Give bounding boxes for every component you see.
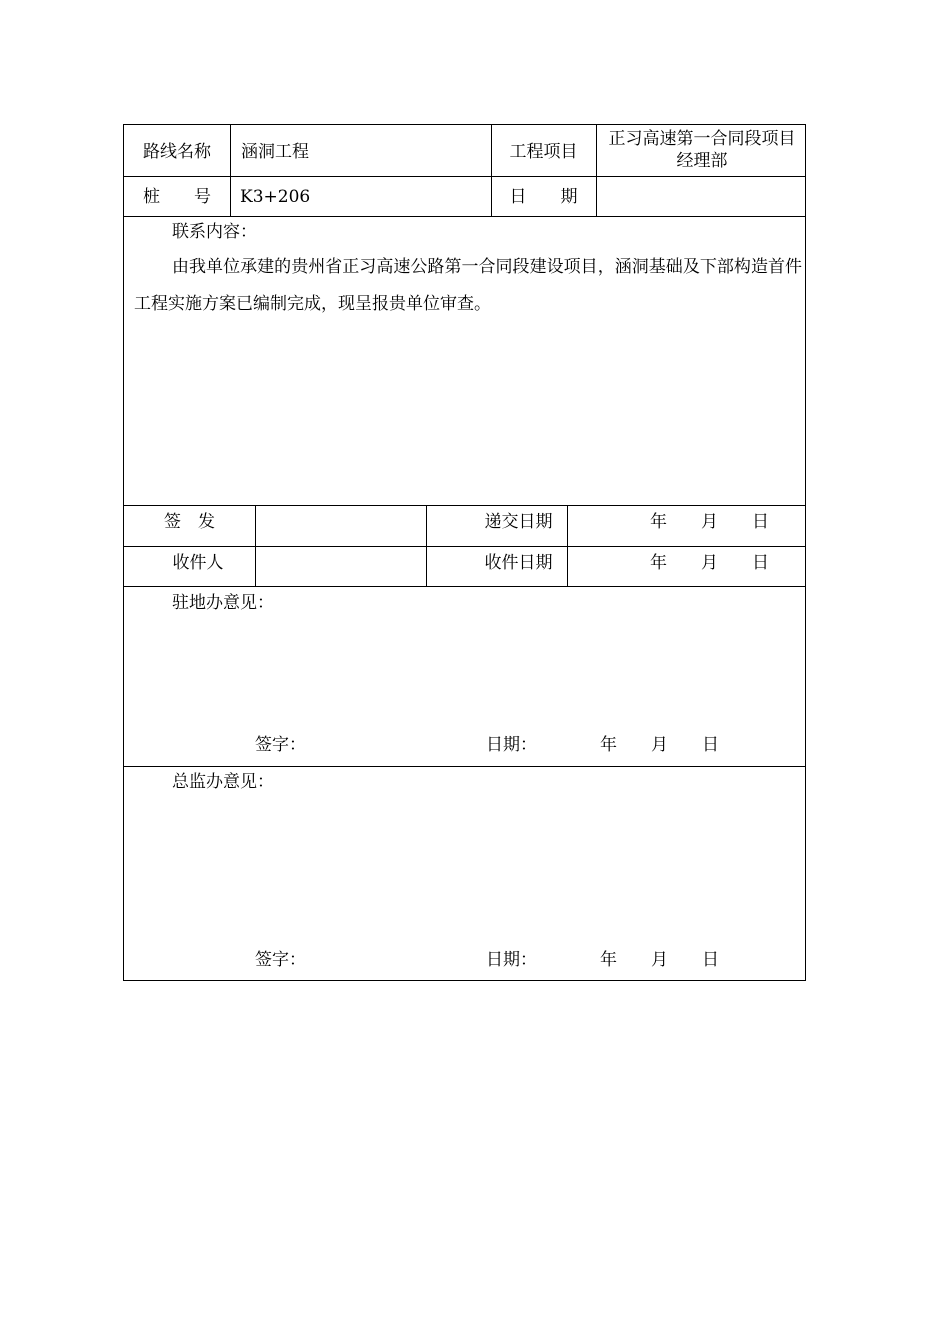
stake-value: K3+206 [240,187,311,207]
issuer-label: 签 发 [164,512,215,532]
column-divider [426,505,427,586]
project-label: 工程项目 [509,142,578,162]
chief-date-value: 年 月 日 [600,950,719,970]
row-divider [124,216,805,217]
column-divider [596,125,597,216]
resident-office-label: 驻地办意见： [172,593,274,613]
resident-sign-label: 签字： [255,735,306,755]
submit-date-label: 递交日期 [484,512,553,532]
column-divider [567,505,568,586]
column-divider [255,505,256,586]
row-divider [124,176,805,177]
row-divider [124,766,805,767]
receive-date-value: 年 月 日 [650,553,769,573]
contact-form-table [123,124,806,981]
project-value: 正习高速第一合同段项目经理部 [608,129,796,171]
route-name-value: 涵洞工程 [241,142,309,162]
row-divider [124,546,805,547]
row-divider [124,505,805,506]
date-label: 日 期 [509,187,578,207]
route-name-label: 路线名称 [143,142,211,162]
resident-date-label: 日期： [486,735,537,755]
submit-date-value: 年 月 日 [650,512,769,532]
chief-date-label: 日期： [486,950,537,970]
contact-body: 由我单位承建的贵州省正习高速公路第一合同段建设项目，涵洞基础及下部构造首件工程实施方案已编制完成，现呈报贵单位审查。 [134,257,802,314]
row-divider [124,586,805,587]
stake-label: 桩 号 [143,187,211,207]
contact-label: 联系内容： [172,222,257,242]
column-divider [230,125,231,216]
chief-sign-label: 签字： [255,950,306,970]
receive-date-label: 收件日期 [484,553,553,573]
receiver-label: 收件人 [172,553,224,573]
resident-date-value: 年 月 日 [600,735,719,755]
chief-office-label: 总监办意见： [172,772,274,792]
